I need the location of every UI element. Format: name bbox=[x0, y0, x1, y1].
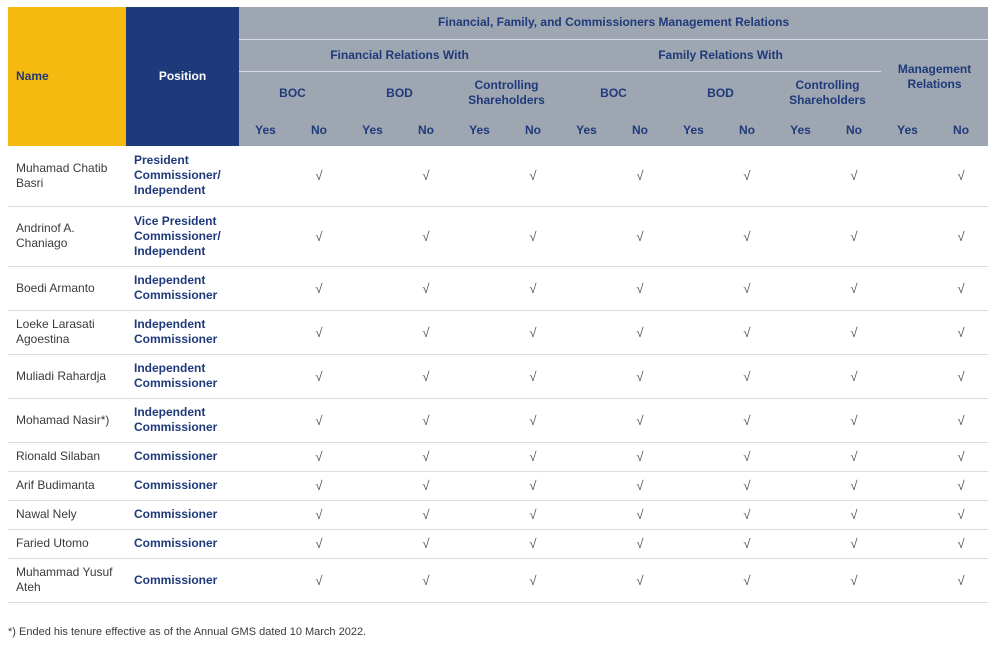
header-no: No bbox=[934, 115, 988, 146]
empty-cell bbox=[346, 310, 399, 354]
check-mark: √ bbox=[399, 266, 453, 310]
header-no: No bbox=[506, 115, 560, 146]
header-position: Position bbox=[126, 7, 239, 146]
check-mark: √ bbox=[827, 529, 881, 558]
check-mark: √ bbox=[292, 266, 346, 310]
empty-cell bbox=[667, 146, 720, 206]
empty-cell bbox=[239, 529, 292, 558]
check-mark: √ bbox=[613, 206, 667, 266]
cell-name: Andrinof A. Chaniago bbox=[8, 206, 126, 266]
check-mark: √ bbox=[506, 442, 560, 471]
check-mark: √ bbox=[399, 398, 453, 442]
commissioner-relations-table bbox=[8, 7, 988, 603]
header-yes: Yes bbox=[881, 115, 934, 146]
check-mark: √ bbox=[613, 398, 667, 442]
check-mark: √ bbox=[399, 442, 453, 471]
check-mark: √ bbox=[292, 146, 346, 206]
cell-name: Faried Utomo bbox=[8, 529, 126, 558]
empty-cell bbox=[774, 310, 827, 354]
empty-cell bbox=[239, 558, 292, 602]
check-mark: √ bbox=[399, 558, 453, 602]
empty-cell bbox=[560, 500, 613, 529]
check-mark: √ bbox=[720, 206, 774, 266]
empty-cell bbox=[667, 471, 720, 500]
empty-cell bbox=[560, 206, 613, 266]
cell-position: Independent Commissioner bbox=[126, 398, 239, 442]
check-mark: √ bbox=[399, 310, 453, 354]
cell-name: Nawal Nely bbox=[8, 500, 126, 529]
table-row bbox=[8, 354, 988, 398]
header-no: No bbox=[292, 115, 346, 146]
empty-cell bbox=[453, 442, 506, 471]
check-mark: √ bbox=[827, 354, 881, 398]
empty-cell bbox=[239, 146, 292, 206]
check-mark: √ bbox=[934, 442, 988, 471]
header-yes: Yes bbox=[453, 115, 506, 146]
empty-cell bbox=[881, 558, 934, 602]
check-mark: √ bbox=[292, 471, 346, 500]
empty-cell bbox=[560, 146, 613, 206]
cell-position: Commissioner bbox=[126, 558, 239, 602]
empty-cell bbox=[881, 354, 934, 398]
empty-cell bbox=[346, 354, 399, 398]
cell-name: Muliadi Rahardja bbox=[8, 354, 126, 398]
header-yes: Yes bbox=[239, 115, 292, 146]
header-financial-relations: Financial Relations With bbox=[239, 39, 560, 71]
empty-cell bbox=[881, 206, 934, 266]
cell-name: Muhammad Yusuf Ateh bbox=[8, 558, 126, 602]
empty-cell bbox=[667, 206, 720, 266]
empty-cell bbox=[453, 354, 506, 398]
cell-position: Independent Commissioner bbox=[126, 266, 239, 310]
table-row bbox=[8, 471, 988, 500]
empty-cell bbox=[774, 146, 827, 206]
check-mark: √ bbox=[292, 398, 346, 442]
table-row bbox=[8, 442, 988, 471]
header-financial-bod: BOD bbox=[346, 71, 453, 115]
empty-cell bbox=[667, 354, 720, 398]
check-mark: √ bbox=[506, 146, 560, 206]
empty-cell bbox=[239, 354, 292, 398]
check-mark: √ bbox=[506, 558, 560, 602]
table-row bbox=[8, 146, 988, 206]
check-mark: √ bbox=[506, 529, 560, 558]
empty-cell bbox=[881, 398, 934, 442]
header-yes: Yes bbox=[667, 115, 720, 146]
cell-position: Commissioner bbox=[126, 442, 239, 471]
empty-cell bbox=[560, 398, 613, 442]
empty-cell bbox=[560, 471, 613, 500]
empty-cell bbox=[667, 266, 720, 310]
check-mark: √ bbox=[399, 206, 453, 266]
empty-cell bbox=[239, 398, 292, 442]
header-name: Name bbox=[8, 7, 126, 146]
check-mark: √ bbox=[720, 398, 774, 442]
check-mark: √ bbox=[399, 146, 453, 206]
check-mark: √ bbox=[399, 500, 453, 529]
empty-cell bbox=[453, 398, 506, 442]
empty-cell bbox=[453, 529, 506, 558]
empty-cell bbox=[560, 354, 613, 398]
check-mark: √ bbox=[827, 500, 881, 529]
check-mark: √ bbox=[506, 266, 560, 310]
empty-cell bbox=[774, 442, 827, 471]
empty-cell bbox=[667, 398, 720, 442]
check-mark: √ bbox=[827, 206, 881, 266]
check-mark: √ bbox=[399, 529, 453, 558]
check-mark: √ bbox=[613, 529, 667, 558]
empty-cell bbox=[774, 266, 827, 310]
table-row bbox=[8, 206, 988, 266]
check-mark: √ bbox=[292, 529, 346, 558]
empty-cell bbox=[346, 529, 399, 558]
empty-cell bbox=[239, 266, 292, 310]
check-mark: √ bbox=[827, 558, 881, 602]
empty-cell bbox=[667, 529, 720, 558]
cell-position: Commissioner bbox=[126, 500, 239, 529]
header-financial-boc: BOC bbox=[239, 71, 346, 115]
check-mark: √ bbox=[292, 310, 346, 354]
empty-cell bbox=[774, 529, 827, 558]
header-yes: Yes bbox=[774, 115, 827, 146]
table-row bbox=[8, 310, 988, 354]
empty-cell bbox=[774, 500, 827, 529]
check-mark: √ bbox=[292, 354, 346, 398]
empty-cell bbox=[560, 529, 613, 558]
check-mark: √ bbox=[934, 398, 988, 442]
check-mark: √ bbox=[720, 310, 774, 354]
header-no: No bbox=[613, 115, 667, 146]
header-no: No bbox=[399, 115, 453, 146]
empty-cell bbox=[239, 310, 292, 354]
check-mark: √ bbox=[613, 310, 667, 354]
empty-cell bbox=[667, 500, 720, 529]
check-mark: √ bbox=[506, 310, 560, 354]
empty-cell bbox=[667, 310, 720, 354]
empty-cell bbox=[881, 529, 934, 558]
table-row bbox=[8, 500, 988, 529]
check-mark: √ bbox=[613, 500, 667, 529]
cell-position: President Commissioner/ Independent bbox=[126, 146, 239, 206]
empty-cell bbox=[239, 206, 292, 266]
check-mark: √ bbox=[292, 500, 346, 529]
empty-cell bbox=[881, 500, 934, 529]
empty-cell bbox=[346, 500, 399, 529]
empty-cell bbox=[453, 310, 506, 354]
check-mark: √ bbox=[934, 529, 988, 558]
cell-position: Commissioner bbox=[126, 529, 239, 558]
table-body bbox=[8, 146, 988, 602]
empty-cell bbox=[560, 558, 613, 602]
check-mark: √ bbox=[934, 266, 988, 310]
empty-cell bbox=[774, 206, 827, 266]
empty-cell bbox=[453, 500, 506, 529]
empty-cell bbox=[774, 398, 827, 442]
header-family-bod: BOD bbox=[667, 71, 774, 115]
check-mark: √ bbox=[934, 206, 988, 266]
check-mark: √ bbox=[292, 558, 346, 602]
check-mark: √ bbox=[292, 206, 346, 266]
check-mark: √ bbox=[720, 354, 774, 398]
check-mark: √ bbox=[934, 558, 988, 602]
empty-cell bbox=[239, 471, 292, 500]
cell-position: Commissioner bbox=[126, 471, 239, 500]
empty-cell bbox=[881, 310, 934, 354]
table-row bbox=[8, 266, 988, 310]
check-mark: √ bbox=[613, 442, 667, 471]
check-mark: √ bbox=[934, 354, 988, 398]
header-family-boc: BOC bbox=[560, 71, 667, 115]
check-mark: √ bbox=[506, 206, 560, 266]
empty-cell bbox=[346, 442, 399, 471]
empty-cell bbox=[774, 354, 827, 398]
cell-name: Muhamad Chatib Basri bbox=[8, 146, 126, 206]
cell-name: Loeke Larasati Agoestina bbox=[8, 310, 126, 354]
empty-cell bbox=[560, 266, 613, 310]
cell-position: Independent Commissioner bbox=[126, 310, 239, 354]
header-no: No bbox=[827, 115, 881, 146]
check-mark: √ bbox=[934, 471, 988, 500]
cell-name: Arif Budimanta bbox=[8, 471, 126, 500]
check-mark: √ bbox=[720, 266, 774, 310]
check-mark: √ bbox=[827, 266, 881, 310]
empty-cell bbox=[667, 442, 720, 471]
header-yes: Yes bbox=[346, 115, 399, 146]
check-mark: √ bbox=[934, 146, 988, 206]
empty-cell bbox=[346, 206, 399, 266]
empty-cell bbox=[346, 471, 399, 500]
check-mark: √ bbox=[720, 558, 774, 602]
header-management-relations: Management Relations bbox=[881, 39, 988, 115]
check-mark: √ bbox=[506, 500, 560, 529]
table-row bbox=[8, 558, 988, 602]
empty-cell bbox=[346, 266, 399, 310]
header-group-title: Financial, Family, and Commissioners Management Relations bbox=[239, 7, 988, 39]
header-family-relations: Family Relations With bbox=[560, 39, 881, 71]
check-mark: √ bbox=[613, 266, 667, 310]
empty-cell bbox=[881, 266, 934, 310]
header-yes: Yes bbox=[560, 115, 613, 146]
check-mark: √ bbox=[827, 442, 881, 471]
table-row bbox=[8, 398, 988, 442]
check-mark: √ bbox=[506, 471, 560, 500]
empty-cell bbox=[881, 146, 934, 206]
check-mark: √ bbox=[827, 471, 881, 500]
empty-cell bbox=[667, 558, 720, 602]
empty-cell bbox=[346, 558, 399, 602]
header-family-controlling: Controlling Shareholders bbox=[774, 71, 881, 115]
footnote: *) Ended his tenure effective as of the Annual GMS dated 10 March 2022. bbox=[8, 626, 367, 638]
cell-position: Independent Commissioner bbox=[126, 354, 239, 398]
cell-name: Rionald Silaban bbox=[8, 442, 126, 471]
empty-cell bbox=[881, 442, 934, 471]
empty-cell bbox=[346, 398, 399, 442]
empty-cell bbox=[774, 471, 827, 500]
empty-cell bbox=[453, 266, 506, 310]
empty-cell bbox=[453, 471, 506, 500]
check-mark: √ bbox=[827, 310, 881, 354]
check-mark: √ bbox=[720, 471, 774, 500]
empty-cell bbox=[453, 206, 506, 266]
header-financial-controlling: Controlling Shareholders bbox=[453, 71, 560, 115]
check-mark: √ bbox=[613, 558, 667, 602]
check-mark: √ bbox=[506, 398, 560, 442]
check-mark: √ bbox=[827, 146, 881, 206]
check-mark: √ bbox=[720, 529, 774, 558]
check-mark: √ bbox=[613, 471, 667, 500]
check-mark: √ bbox=[613, 354, 667, 398]
check-mark: √ bbox=[720, 500, 774, 529]
empty-cell bbox=[239, 500, 292, 529]
empty-cell bbox=[453, 558, 506, 602]
check-mark: √ bbox=[720, 146, 774, 206]
check-mark: √ bbox=[720, 442, 774, 471]
empty-cell bbox=[881, 471, 934, 500]
check-mark: √ bbox=[292, 442, 346, 471]
check-mark: √ bbox=[506, 354, 560, 398]
empty-cell bbox=[346, 146, 399, 206]
cell-name: Mohamad Nasir*) bbox=[8, 398, 126, 442]
empty-cell bbox=[453, 146, 506, 206]
header-no: No bbox=[720, 115, 774, 146]
empty-cell bbox=[774, 558, 827, 602]
empty-cell bbox=[560, 310, 613, 354]
table-header bbox=[8, 7, 988, 146]
check-mark: √ bbox=[827, 398, 881, 442]
check-mark: √ bbox=[613, 146, 667, 206]
check-mark: √ bbox=[399, 354, 453, 398]
cell-position: Vice President Commissioner/ Independent bbox=[126, 206, 239, 266]
check-mark: √ bbox=[934, 310, 988, 354]
table-row bbox=[8, 529, 988, 558]
check-mark: √ bbox=[399, 471, 453, 500]
check-mark: √ bbox=[934, 500, 988, 529]
empty-cell bbox=[239, 442, 292, 471]
cell-name: Boedi Armanto bbox=[8, 266, 126, 310]
empty-cell bbox=[560, 442, 613, 471]
